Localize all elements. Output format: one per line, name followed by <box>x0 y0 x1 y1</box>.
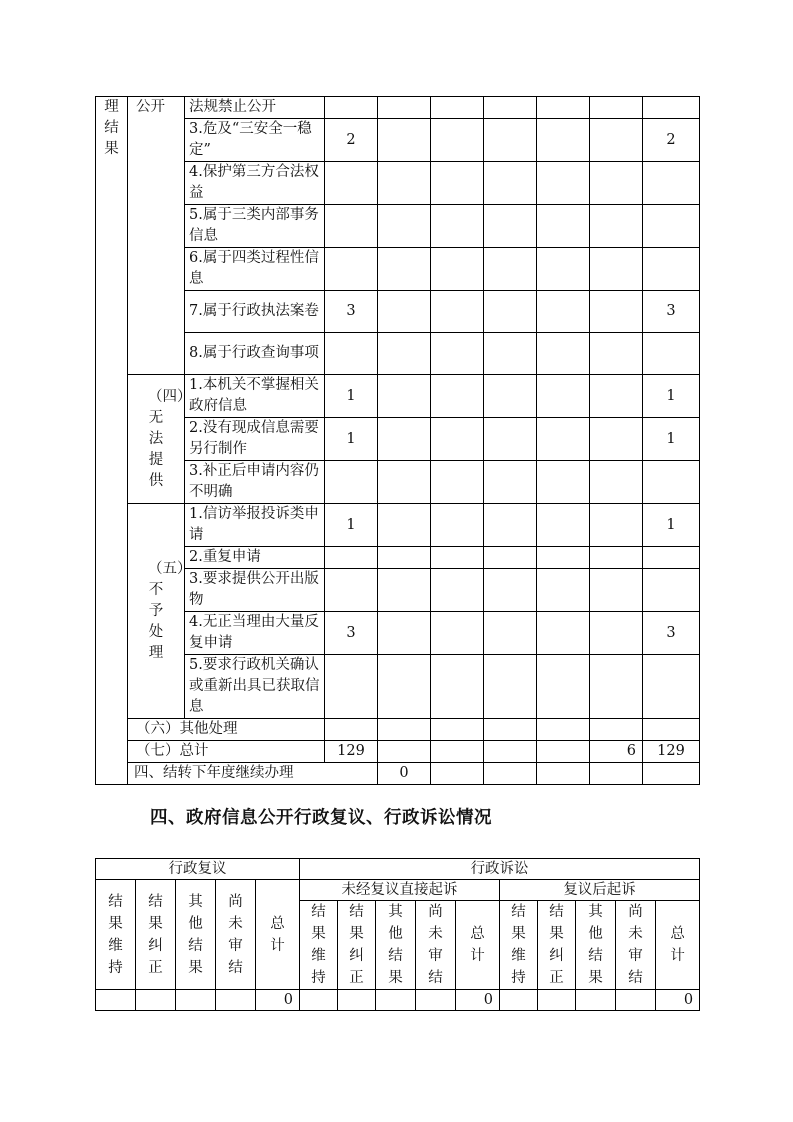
empty-cell <box>590 97 643 119</box>
empty-cell <box>537 719 590 741</box>
empty-cell <box>484 333 537 375</box>
empty-cell <box>325 719 378 741</box>
empty-cell <box>590 547 643 569</box>
empty-cell <box>484 248 537 291</box>
value-cell: 6 <box>590 741 643 763</box>
empty-cell <box>378 547 431 569</box>
empty-cell <box>537 741 590 763</box>
row-label: 3.危及“三安全一稳定” <box>185 119 325 162</box>
review-litigation-table <box>95 858 700 1011</box>
empty-cell <box>431 162 484 205</box>
total-cell <box>643 333 700 375</box>
row-label: 法规禁止公开 <box>185 97 325 119</box>
table-row <box>96 248 700 291</box>
empty-cell <box>378 418 431 461</box>
row-label: 5.要求行政机关确认或重新出具已获取信息 <box>185 655 325 719</box>
empty-cell <box>431 97 484 119</box>
row-label: 四、结转下年度继续办理 <box>128 763 378 785</box>
table-row <box>96 990 700 1011</box>
empty-cell <box>431 291 484 333</box>
empty-cell <box>537 162 590 205</box>
empty-cell <box>484 547 537 569</box>
row-label: 2.重复申请 <box>185 547 325 569</box>
table-row <box>96 612 700 655</box>
value-cell <box>325 248 378 291</box>
empty-cell <box>378 461 431 504</box>
value-cell: 1 <box>325 375 378 418</box>
empty-cell <box>500 990 538 1011</box>
value-cell: 0 <box>378 763 431 785</box>
value-cell: 1 <box>325 504 378 547</box>
total-cell <box>643 461 700 504</box>
total-cell: 3 <box>643 291 700 333</box>
total-cell <box>643 205 700 248</box>
empty-cell <box>484 612 537 655</box>
group-label-not-processed: （五） 不予 处理 <box>128 504 185 719</box>
empty-cell <box>431 612 484 655</box>
total-cell <box>643 97 700 119</box>
empty-cell <box>537 205 590 248</box>
total-cell <box>643 655 700 719</box>
value-cell <box>325 97 378 119</box>
empty-cell <box>431 763 484 785</box>
row-label: 1.本机关不掌握相关政府信息 <box>185 375 325 418</box>
row-label: 4.保护第三方合法权益 <box>185 162 325 205</box>
empty-cell <box>537 763 590 785</box>
table-row <box>96 655 700 719</box>
table-row <box>96 162 700 205</box>
row-label: 2.没有现成信息需要另行制作 <box>185 418 325 461</box>
total-cell <box>643 248 700 291</box>
table-row <box>96 97 700 119</box>
empty-cell <box>590 763 643 785</box>
empty-cell <box>590 333 643 375</box>
table-row <box>96 375 700 418</box>
empty-cell <box>590 248 643 291</box>
empty-cell <box>590 205 643 248</box>
row-label: 1.信访举报投诉类申请 <box>185 504 325 547</box>
empty-cell <box>300 990 338 1011</box>
empty-cell <box>378 719 431 741</box>
empty-cell <box>431 741 484 763</box>
empty-cell <box>431 504 484 547</box>
value-cell: 3 <box>325 612 378 655</box>
column-header: 尚 未 审 结 <box>416 901 456 990</box>
empty-cell <box>590 291 643 333</box>
empty-cell <box>537 291 590 333</box>
group-label-cannot-provide: （四） 无法 提供 <box>128 375 185 504</box>
empty-cell <box>590 655 643 719</box>
empty-cell <box>537 248 590 291</box>
value-cell: 1 <box>325 418 378 461</box>
empty-cell <box>484 375 537 418</box>
empty-cell <box>378 569 431 612</box>
empty-cell <box>537 97 590 119</box>
empty-cell <box>96 990 136 1011</box>
direct-suit-header: 未经复议直接起诉 <box>300 880 500 901</box>
total-cell: 1 <box>643 418 700 461</box>
empty-cell <box>590 569 643 612</box>
table-row <box>96 119 700 162</box>
table-row <box>96 291 700 333</box>
empty-cell <box>378 291 431 333</box>
row-label: 5.属于三类内部事务信息 <box>185 205 325 248</box>
value-cell <box>325 461 378 504</box>
empty-cell <box>484 655 537 719</box>
empty-cell <box>431 719 484 741</box>
empty-cell <box>537 655 590 719</box>
empty-cell <box>590 375 643 418</box>
row-label: 7.属于行政执法案卷 <box>185 291 325 333</box>
empty-cell <box>484 205 537 248</box>
empty-cell <box>378 375 431 418</box>
empty-cell <box>431 375 484 418</box>
table-row <box>96 504 700 547</box>
section-title: 四、政府信息公开行政复议、行政诉讼情况 <box>150 808 492 828</box>
total-cell: 1 <box>643 375 700 418</box>
empty-cell <box>378 655 431 719</box>
empty-cell <box>590 504 643 547</box>
empty-cell <box>537 418 590 461</box>
total-cell: 129 <box>643 741 700 763</box>
empty-cell <box>537 612 590 655</box>
empty-cell <box>537 547 590 569</box>
litigation-header: 行政诉讼 <box>300 859 700 880</box>
column-header: 其 他 结 果 <box>376 901 416 990</box>
empty-cell <box>378 504 431 547</box>
empty-cell <box>431 461 484 504</box>
empty-cell <box>590 719 643 741</box>
empty-cell <box>484 291 537 333</box>
empty-cell <box>431 655 484 719</box>
total-cell: 0 <box>456 990 500 1011</box>
value-cell: 2 <box>325 119 378 162</box>
table-row <box>96 418 700 461</box>
empty-cell <box>590 418 643 461</box>
row-label: 8.属于行政查询事项 <box>185 333 325 375</box>
column-header: 结 果 纠 正 <box>338 901 376 990</box>
table-row <box>96 333 700 375</box>
column-header: 其 他 结 果 <box>176 880 216 990</box>
empty-cell <box>378 97 431 119</box>
value-cell <box>325 547 378 569</box>
value-cell <box>325 333 378 375</box>
empty-cell <box>643 719 700 741</box>
value-cell: 3 <box>325 291 378 333</box>
empty-cell <box>378 333 431 375</box>
empty-cell <box>537 504 590 547</box>
value-cell <box>325 655 378 719</box>
empty-cell <box>484 418 537 461</box>
after-review-header: 复议后起诉 <box>500 880 700 901</box>
empty-cell <box>484 119 537 162</box>
empty-cell <box>431 333 484 375</box>
total-cell: 0 <box>256 990 300 1011</box>
empty-cell <box>431 418 484 461</box>
empty-cell <box>484 569 537 612</box>
column-header: 总 计 <box>256 880 300 990</box>
empty-cell <box>484 763 537 785</box>
empty-cell <box>484 741 537 763</box>
empty-cell <box>176 990 216 1011</box>
empty-cell <box>590 119 643 162</box>
application-results-table <box>95 96 700 785</box>
total-cell: 3 <box>643 612 700 655</box>
value-cell <box>325 569 378 612</box>
row-label: 6.属于四类过程性信息 <box>185 248 325 291</box>
column-header: 结 果 维 持 <box>96 880 136 990</box>
total-cell <box>643 162 700 205</box>
empty-cell <box>537 461 590 504</box>
table-row <box>96 719 700 741</box>
empty-cell <box>431 547 484 569</box>
column-header: 其 他 结 果 <box>576 901 616 990</box>
empty-cell <box>484 719 537 741</box>
empty-cell <box>431 119 484 162</box>
empty-cell <box>431 569 484 612</box>
empty-cell <box>484 97 537 119</box>
empty-cell <box>590 612 643 655</box>
empty-cell <box>537 119 590 162</box>
left-label-cell: 理 结 果 <box>96 97 128 785</box>
column-header: 结 果 纠 正 <box>136 880 176 990</box>
column-header: 尚 未 审 结 <box>216 880 256 990</box>
review-header: 行政复议 <box>96 859 300 880</box>
empty-cell <box>136 990 176 1011</box>
row-label: 3.要求提供公开出版物 <box>185 569 325 612</box>
row-label: 4.无正当理由大量反复申请 <box>185 612 325 655</box>
empty-cell <box>576 990 616 1011</box>
empty-cell <box>590 461 643 504</box>
empty-cell <box>484 461 537 504</box>
empty-cell <box>376 990 416 1011</box>
column-header: 尚 未 审 结 <box>616 901 656 990</box>
total-cell: 0 <box>656 990 700 1011</box>
column-header: 总 计 <box>456 901 500 990</box>
table-row <box>96 859 700 880</box>
column-header: 结 果 纠 正 <box>538 901 576 990</box>
empty-cell <box>378 248 431 291</box>
empty-cell <box>431 205 484 248</box>
value-cell <box>325 162 378 205</box>
empty-cell <box>378 119 431 162</box>
empty-cell <box>431 248 484 291</box>
empty-cell <box>378 741 431 763</box>
empty-cell <box>537 333 590 375</box>
empty-cell <box>378 162 431 205</box>
total-cell <box>643 569 700 612</box>
empty-cell <box>643 763 700 785</box>
empty-cell <box>616 990 656 1011</box>
table-row <box>96 205 700 248</box>
empty-cell <box>216 990 256 1011</box>
column-header: 总 计 <box>656 901 700 990</box>
column-header: 结 果 维 持 <box>300 901 338 990</box>
row-label: 3.补正后申请内容仍不明确 <box>185 461 325 504</box>
column-header: 结 果 维 持 <box>500 901 538 990</box>
table-row <box>96 741 700 763</box>
total-cell: 1 <box>643 504 700 547</box>
empty-cell <box>484 162 537 205</box>
total-cell: 2 <box>643 119 700 162</box>
row-label: （六）其他处理 <box>128 719 325 741</box>
empty-cell <box>537 569 590 612</box>
group-label-public: 公开 <box>128 97 185 375</box>
empty-cell <box>378 205 431 248</box>
empty-cell <box>590 162 643 205</box>
empty-cell <box>484 504 537 547</box>
empty-cell <box>338 990 376 1011</box>
empty-cell <box>538 990 576 1011</box>
row-label: （七）总计 <box>128 741 325 763</box>
table-row <box>96 880 700 901</box>
table-row <box>96 763 700 785</box>
value-cell <box>325 205 378 248</box>
table-row <box>96 461 700 504</box>
value-cell: 129 <box>325 741 378 763</box>
empty-cell <box>378 612 431 655</box>
empty-cell <box>537 375 590 418</box>
empty-cell <box>416 990 456 1011</box>
total-cell <box>643 547 700 569</box>
